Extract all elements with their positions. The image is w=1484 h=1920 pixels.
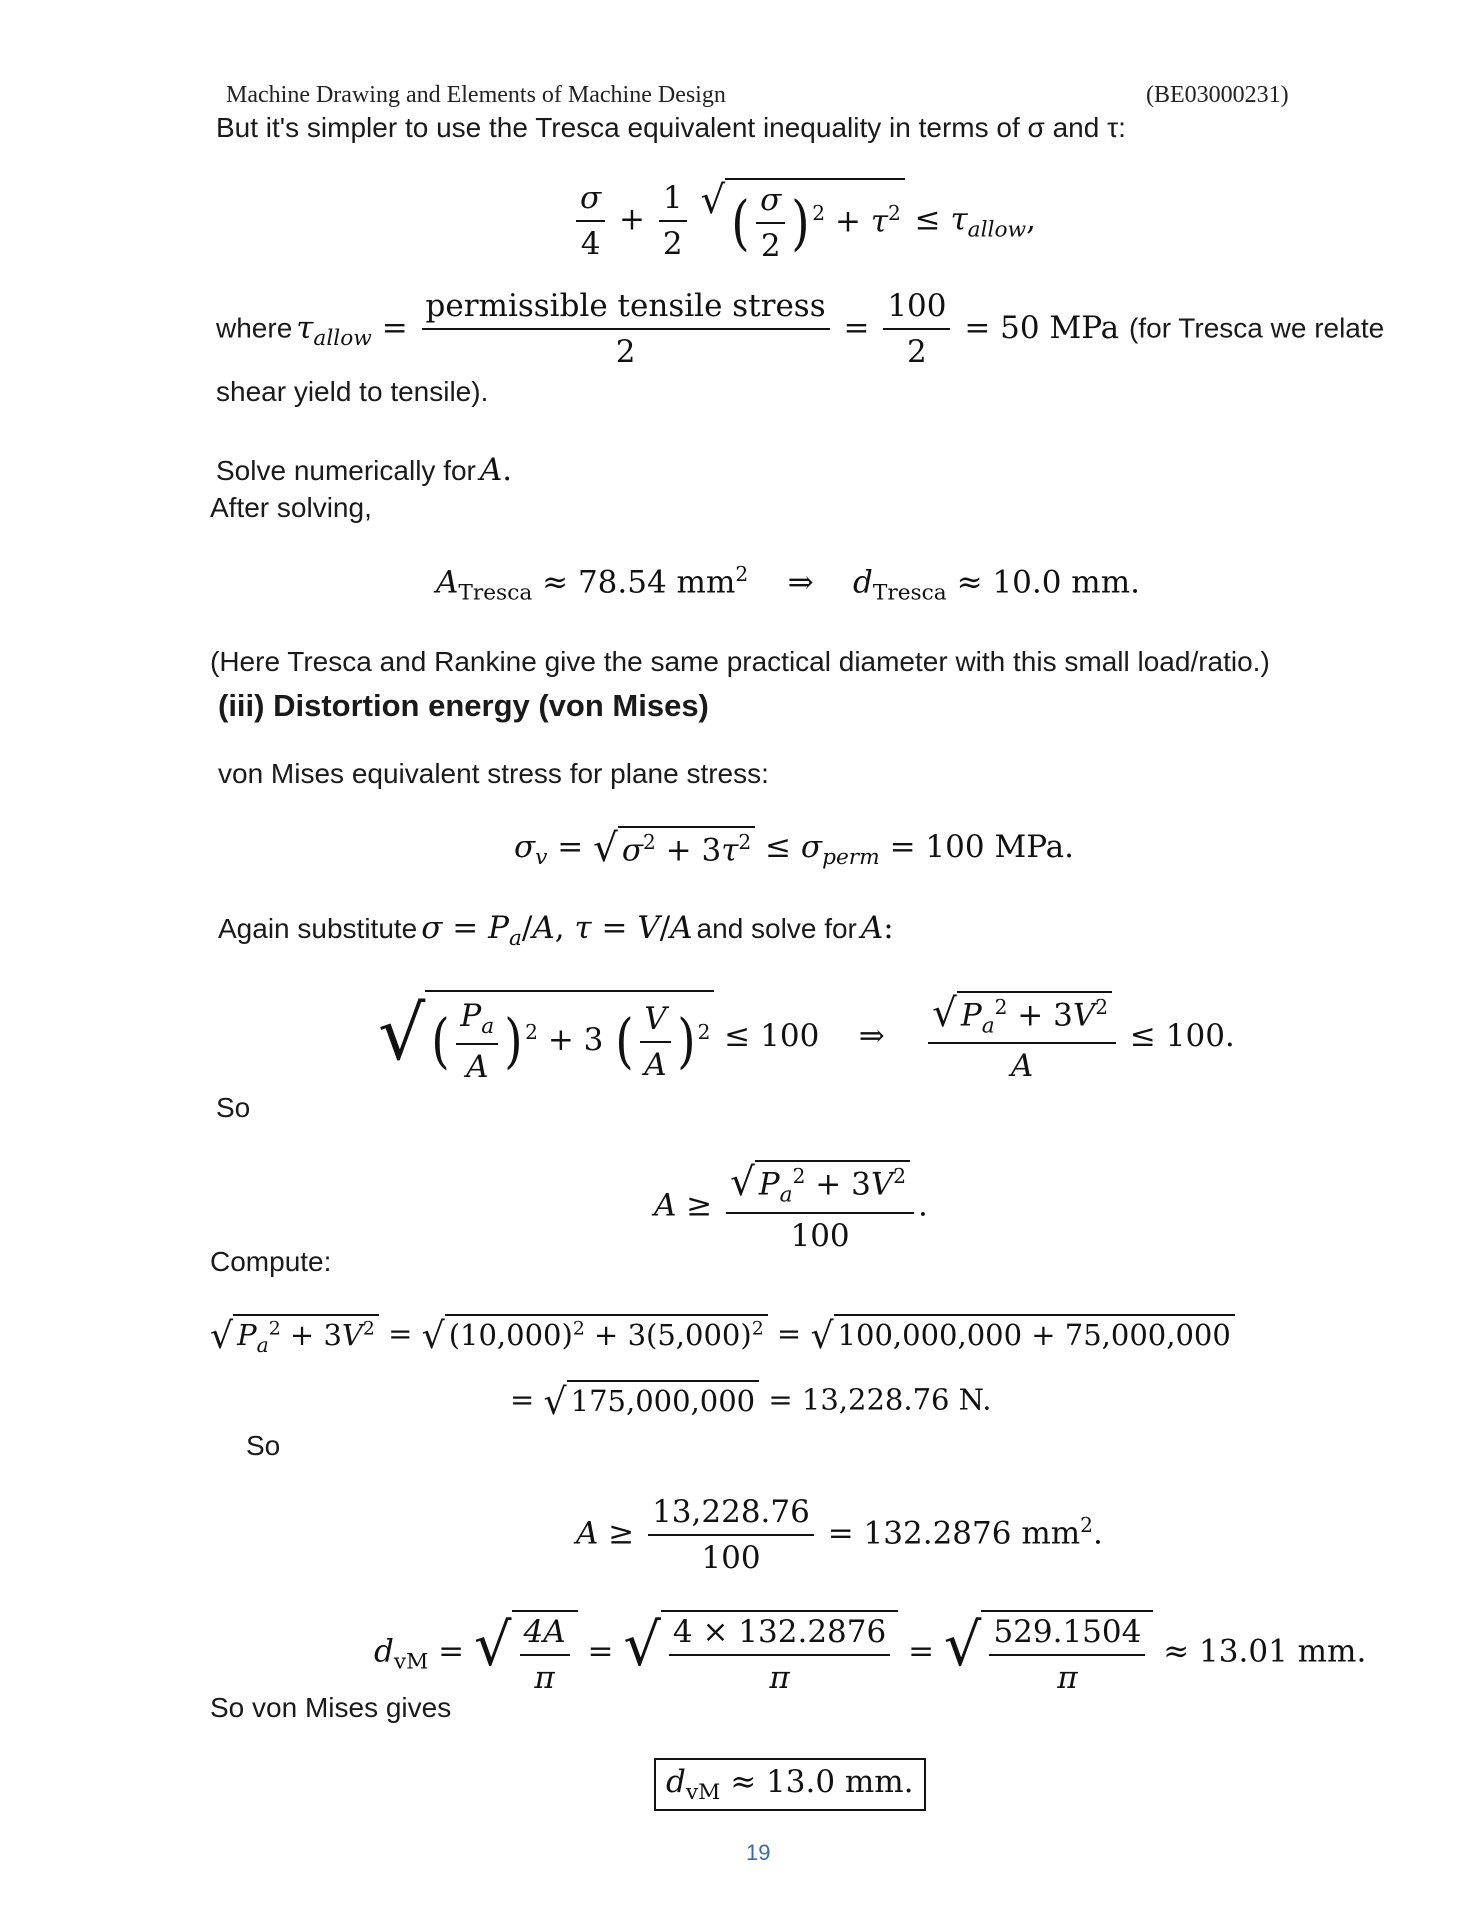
vm-intro: von Mises equivalent stress for plane stress: xyxy=(218,758,769,789)
header-title: Machine Drawing and Elements of Machine Design xyxy=(226,82,726,108)
substitute-line: Again substitute $\sigma = P_a/A$, τ = V/A and solve for A: xyxy=(218,910,894,952)
compute-label: Compute: xyxy=(210,1246,332,1277)
tresca-note-cont: shear yield to tensile). xyxy=(216,376,489,407)
tresca-allow-line: where $\tau_{allow}$ = $\frac{\text{permissible tensile stress}}{2}$ = $\frac{100}{2}$ = 50 MPa (for Tresca we relate xyxy=(216,288,1385,370)
calc-10000: (10,000) xyxy=(448,1318,573,1352)
area-value-eq: A ≥ $\frac{13,228.76}{100}$ = 132.2876 $mm^2$. xyxy=(576,1494,1103,1576)
tresca-note: (for Tresca we relate xyxy=(1129,312,1385,344)
compute-line-1: √ $P_a^2 + 3V^2$ = √ $(10,000)^2 + 3(5,000)^2$ = √ 100,000,000 + 75,000,000 xyxy=(210,1314,1235,1357)
tresca-area: ≈ 78.54 mm xyxy=(542,564,736,601)
area-result: = 132.2876 mm xyxy=(827,1515,1081,1552)
vm-rhs: = 100 MPa. xyxy=(889,829,1074,865)
area-denominator: 100 xyxy=(701,1540,761,1576)
tresca-diameter: ≈ 10.0 mm. xyxy=(956,564,1140,601)
calc-result: = 13,228.76 N. xyxy=(768,1382,992,1417)
vm-substituted-inequality: √ ( $\frac{P_a}{A}$ ) $^2$ + 3 ( $\frac{V}{A}$ ) $^2$ ≤ 100 ⇒ $\frac{√ P_a^2 + 3V^2}{A}$ ≤ 100. xyxy=(378,990,1235,1086)
so-label-1: So xyxy=(216,1092,251,1123)
again-text-2: and solve for xyxy=(696,913,857,944)
num-100: 100 xyxy=(883,288,950,330)
dvm-num-2: 4 × 132.2876 xyxy=(669,1614,890,1656)
calc-175m: 175,000,000 xyxy=(567,1380,760,1418)
pi-3: π xyxy=(1057,1660,1078,1696)
compute-line-2: = √ 175,000,000 = 13,228.76 N. xyxy=(510,1380,992,1423)
header-code: (BE03000231) xyxy=(1146,82,1289,108)
tau-subscript: allow xyxy=(313,325,372,351)
so-label-2: So xyxy=(246,1430,281,1461)
tresca-result-eq: $A_{Tresca} \approx 78.54$ $mm^2$ ⇒ $d_{Tresca} \approx 10.0$ mm. xyxy=(436,562,1140,606)
dvm-result: ≈ 13.01 mm. xyxy=(1163,1633,1367,1670)
perm-sub: perm xyxy=(822,845,880,871)
intro-text: But it's simpler to use the Tresca equivalent inequality in terms of σ and τ: xyxy=(216,112,1126,143)
page-number: 19 xyxy=(746,1840,771,1865)
solve-text: Solve numerically for xyxy=(216,455,476,486)
final-answer: ≈ 13.0 mm. xyxy=(730,1764,914,1800)
tresca-sub-d: Tresca xyxy=(872,580,947,606)
dvm-equation: $d_{vM}$ = √ $\frac{4A}{\pi}$ = √ $\frac{4 \times 132.2876}{\pi}$ = √ $\frac{529.1504}{\pi}$ ≈ 13.01 mm. xyxy=(374,1610,1367,1696)
tresca-result: = 50 MPa xyxy=(964,309,1120,346)
dvm-sub: vM xyxy=(393,1649,429,1675)
solve-var: A xyxy=(479,452,503,488)
final-sub: vM xyxy=(685,1780,721,1806)
pi-2: π xyxy=(769,1660,790,1696)
tresca-sub-a: Tresca xyxy=(458,580,533,606)
den-2: 2 xyxy=(907,334,927,370)
section-heading: (iii) Distortion energy (von Mises) xyxy=(218,688,709,723)
again-text-1: Again substitute xyxy=(218,913,418,944)
where-label: where xyxy=(216,312,293,344)
comparison-note: (Here Tresca and Rankine give the same practical diameter with this small load/ratio.) xyxy=(210,646,1270,677)
pi-1: π xyxy=(534,1660,555,1696)
tresca-numerator: permissible tensile stress xyxy=(422,288,830,330)
after-solving: After solving, xyxy=(210,492,372,523)
tresca-denominator: 2 xyxy=(615,334,636,370)
area-numerator: 13,228.76 xyxy=(648,1494,814,1536)
calc-sum: 100,000,000 + 75,000,000 xyxy=(834,1314,1235,1352)
dvm-num-3: 529.1504 xyxy=(989,1614,1145,1656)
vm-equation: $\sigma_v$ = √ $\sigma^2 + 3\tau^2 \le \sigma_{perm} = 100$ MPa. xyxy=(514,826,1074,871)
calc-5000: 3(5,000) xyxy=(627,1318,752,1352)
area-inequality: A ≥ $\frac{√ P_a^2 + 3V^2}{100}$ . xyxy=(654,1160,928,1254)
final-answer-box: $d_{vM} \approx 13.0$ mm. xyxy=(654,1758,926,1811)
solve-line: Solve numerically for A. xyxy=(216,452,513,488)
tau-symbol: τ xyxy=(296,309,314,346)
dvm-num-1: 4A xyxy=(523,1614,566,1650)
tresca-inequality: $\frac{\sigma}{4}$ + $\frac{1}{2}$ √ ( $\frac{\sigma}{2}$ ) $^2 + \tau^2 \le \tau_{allow}$, xyxy=(572,178,1036,264)
so-von-mises: So von Mises gives xyxy=(210,1692,452,1723)
